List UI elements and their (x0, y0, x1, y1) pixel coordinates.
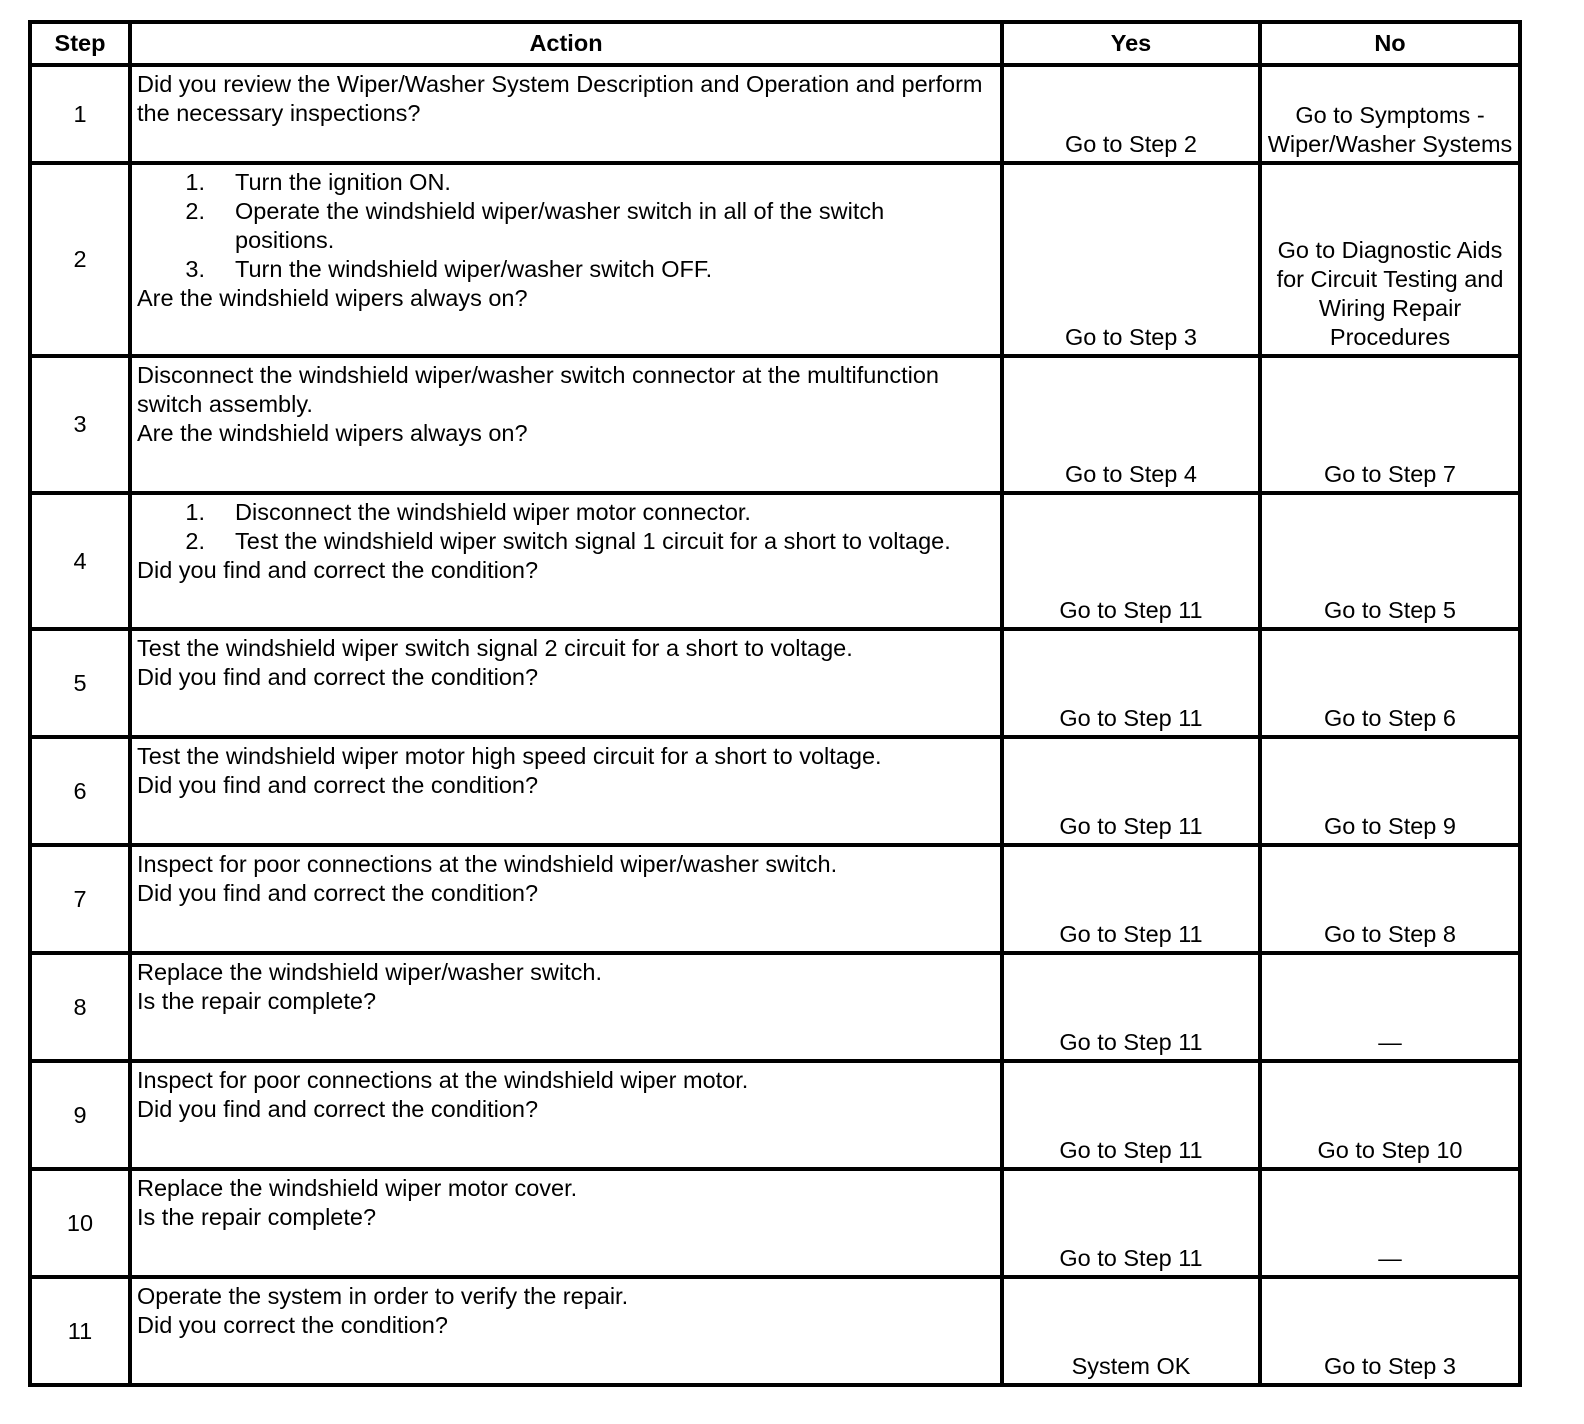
action-cell (130, 1277, 1002, 1385)
step-number: 2 (30, 163, 130, 356)
no-result: Go to Step 8 (1260, 845, 1520, 953)
substep-text: Turn the windshield wiper/washer switch OFF. (235, 256, 713, 282)
yes-result: Go to Step 2 (1002, 65, 1260, 163)
substep-text: Operate the windshield wiper/washer switch in all of the switch positions. (235, 198, 885, 253)
action-question: Did you find and correct the condition? (137, 557, 539, 583)
table-row (30, 953, 1520, 1061)
action-cell (130, 65, 1002, 163)
action-question: Did you find and correct the condition? (137, 1096, 539, 1122)
table-row (30, 629, 1520, 737)
no-result: Go to Step 10 (1260, 1061, 1520, 1169)
action-cell (130, 1061, 1002, 1169)
action-question: Is the repair complete? (137, 988, 377, 1014)
no-result: Go to Step 9 (1260, 737, 1520, 845)
no-result: Go to Diagnostic Aids for Circuit Testing and Wiring Repair Procedures (1260, 163, 1520, 356)
list-item (137, 197, 996, 255)
step-number: 9 (30, 1061, 130, 1169)
table-row (30, 65, 1520, 163)
header-row (30, 22, 1520, 65)
substep-text: Test the windshield wiper switch signal 1 circuit for a short to voltage. (235, 528, 951, 554)
yes-result: Go to Step 3 (1002, 163, 1260, 356)
table-row (30, 1061, 1520, 1169)
step-number: 6 (30, 737, 130, 845)
table-row (30, 737, 1520, 845)
step-number: 11 (30, 1277, 130, 1385)
list-item (137, 498, 996, 527)
substep-text: Turn the ignition ON. (235, 169, 451, 195)
action-cell (130, 493, 1002, 629)
yes-result: Go to Step 11 (1002, 493, 1260, 629)
table-row (30, 1169, 1520, 1277)
no-result: — (1260, 953, 1520, 1061)
list-item (137, 527, 996, 556)
step-number: 7 (30, 845, 130, 953)
no-result: Go to Step 5 (1260, 493, 1520, 629)
step-number: 1 (30, 65, 130, 163)
action-cell (130, 845, 1002, 953)
substep-number: 3. (185, 256, 205, 282)
header-step: Step (30, 22, 130, 65)
step-number: 8 (30, 953, 130, 1061)
substep-text: Disconnect the windshield wiper motor connector. (235, 499, 751, 525)
table-row (30, 845, 1520, 953)
no-result: — (1260, 1169, 1520, 1277)
no-result: Go to Symptoms - Wiper/Washer Systems (1260, 65, 1520, 163)
header-no: No (1260, 22, 1520, 65)
yes-result: Go to Step 11 (1002, 1061, 1260, 1169)
list-item (137, 255, 996, 284)
substep-number: 2. (185, 198, 205, 224)
action-cell (130, 356, 1002, 493)
action-text: Did you review the Wiper/Washer System Description and Operation and perform the necessary inspections? (137, 71, 983, 126)
yes-result: Go to Step 11 (1002, 737, 1260, 845)
substep-list (137, 168, 996, 284)
step-number: 3 (30, 356, 130, 493)
action-cell (130, 629, 1002, 737)
action-question: Did you correct the condition? (137, 1312, 448, 1338)
yes-result: Go to Step 11 (1002, 629, 1260, 737)
step-number: 10 (30, 1169, 130, 1277)
action-question: Is the repair complete? (137, 1204, 377, 1230)
no-result: Go to Step 3 (1260, 1277, 1520, 1385)
header-action: Action (130, 22, 1002, 65)
yes-result: Go to Step 4 (1002, 356, 1260, 493)
action-text: Operate the system in order to verify the repair. (137, 1283, 629, 1309)
action-text: Replace the windshield wiper motor cover. (137, 1175, 578, 1201)
table-row (30, 356, 1520, 493)
diagnostic-table (28, 20, 1522, 1387)
action-question: Did you find and correct the condition? (137, 772, 539, 798)
action-question: Did you find and correct the condition? (137, 880, 539, 906)
table-row (30, 493, 1520, 629)
action-text: Inspect for poor connections at the windshield wiper/washer switch. (137, 851, 838, 877)
action-question: Are the windshield wipers always on? (137, 285, 528, 311)
substep-number: 2. (185, 528, 205, 554)
action-cell (130, 1169, 1002, 1277)
action-question: Did you find and correct the condition? (137, 664, 539, 690)
yes-result: Go to Step 11 (1002, 845, 1260, 953)
yes-result: Go to Step 11 (1002, 953, 1260, 1061)
substep-number: 1. (185, 499, 205, 525)
yes-result: Go to Step 11 (1002, 1169, 1260, 1277)
step-number: 4 (30, 493, 130, 629)
action-text: Replace the windshield wiper/washer switch. (137, 959, 602, 985)
step-number: 5 (30, 629, 130, 737)
table-row (30, 1277, 1520, 1385)
action-cell (130, 737, 1002, 845)
action-cell (130, 953, 1002, 1061)
no-result: Go to Step 6 (1260, 629, 1520, 737)
list-item (137, 168, 996, 197)
action-text: Disconnect the windshield wiper/washer switch connector at the multifunction switch assembly. (137, 362, 940, 417)
action-text: Inspect for poor connections at the windshield wiper motor. (137, 1067, 749, 1093)
header-yes: Yes (1002, 22, 1260, 65)
action-text: Test the windshield wiper switch signal 2 circuit for a short to voltage. (137, 635, 853, 661)
substep-number: 1. (185, 169, 205, 195)
action-text: Test the windshield wiper motor high speed circuit for a short to voltage. (137, 743, 882, 769)
action-question: Are the windshield wipers always on? (137, 420, 528, 446)
table-row (30, 163, 1520, 356)
yes-result: System OK (1002, 1277, 1260, 1385)
no-result: Go to Step 7 (1260, 356, 1520, 493)
action-cell (130, 163, 1002, 356)
substep-list (137, 498, 996, 556)
